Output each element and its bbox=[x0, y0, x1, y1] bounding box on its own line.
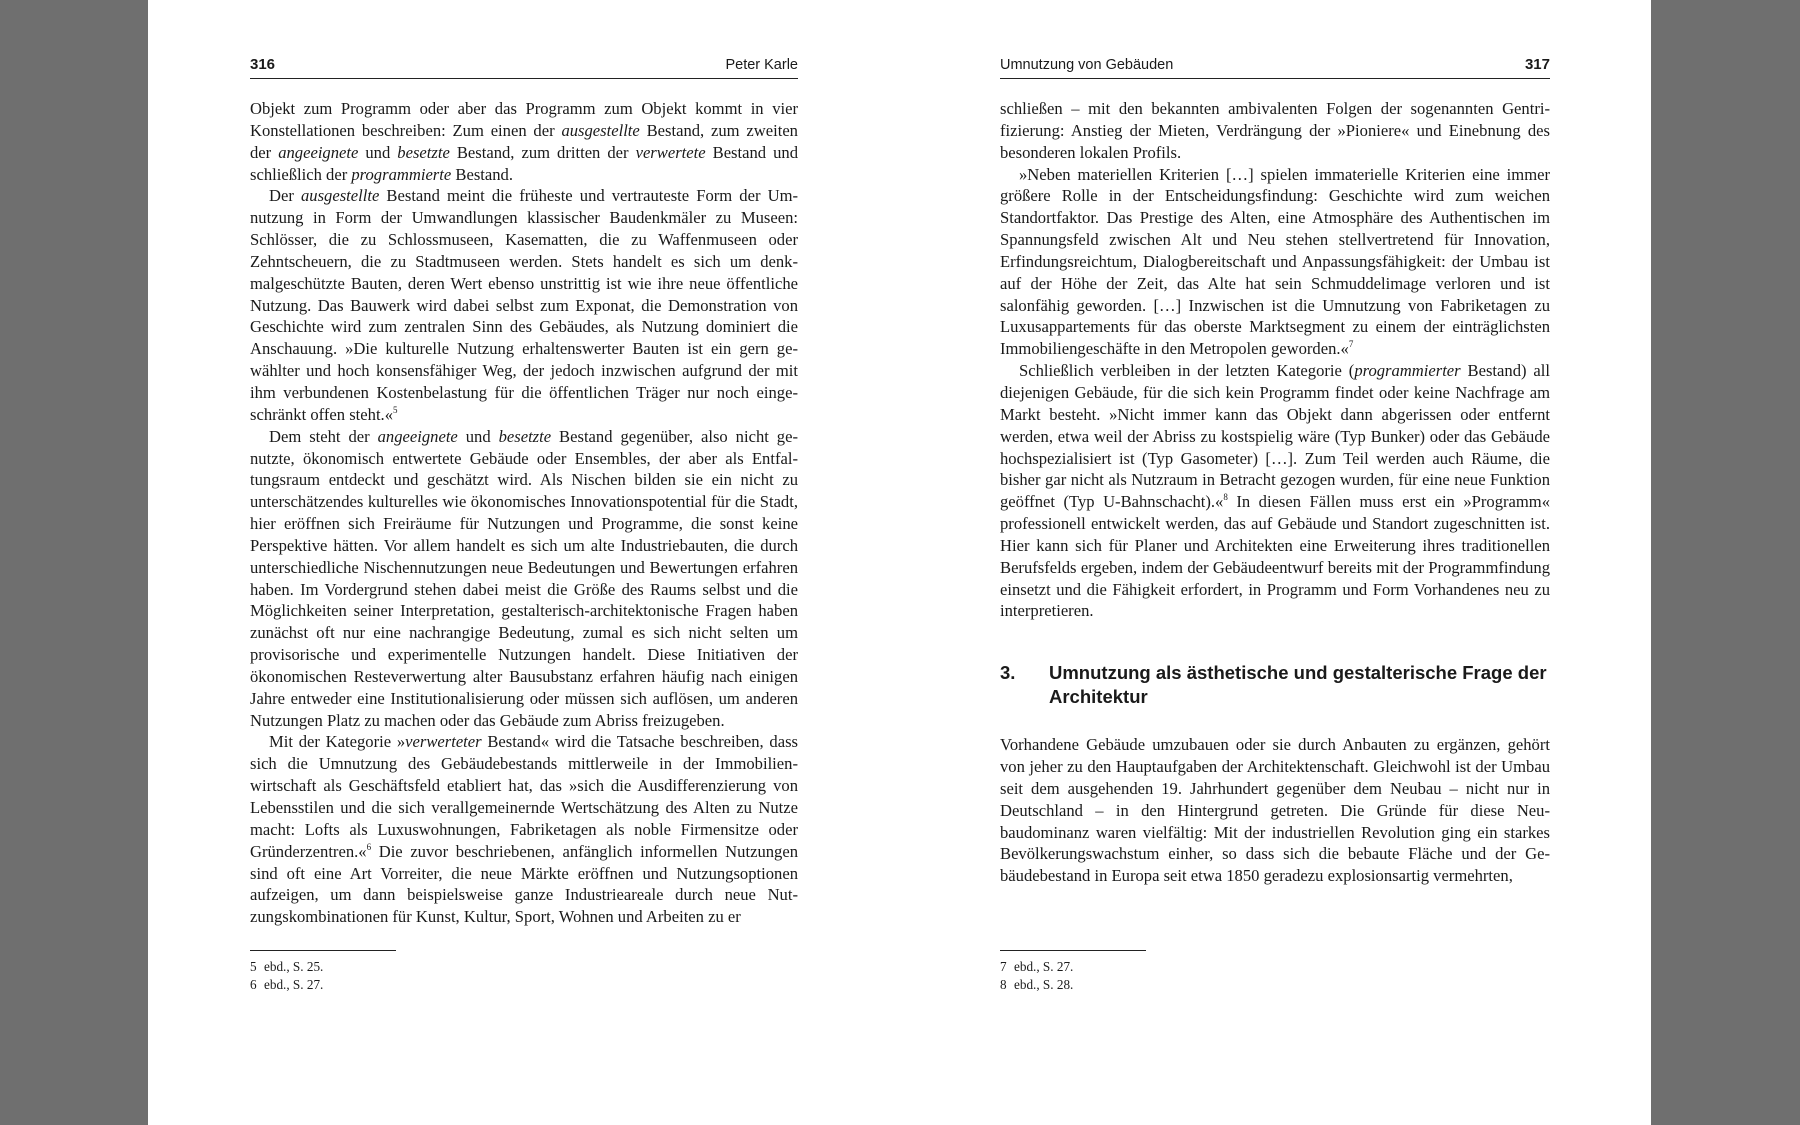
footnote-marker[interactable]: 7 bbox=[1348, 339, 1354, 350]
body-text-right bbox=[1000, 98, 1550, 887]
book-spread bbox=[148, 0, 1651, 1125]
footnote-marker[interactable]: 8 bbox=[1223, 492, 1228, 503]
footnote: 5 ebd., S. 25. bbox=[250, 959, 324, 974]
running-head-left bbox=[250, 56, 798, 79]
footnotes-right bbox=[1000, 958, 1073, 993]
paragraph: Der ausgestellte Bestand meint die früheste und vertrauteste Form der Umnutzung in Form der Umwandlungen klassischer Baudenkmäler zu Museen: Schlösser, die zu Schlossmuseen, Kasematten, die zu Waffenmuseen oder Zehntscheuern, die zu Stadtmuseen werden. Stets handelt es sich um denkmalgeschützte Bauten, deren Wert ebenso unstrittig ist wie ihre neue öffentliche Nutzung. Das Bauwerk wird dabei selbst zum Exponat, die Demonstration von Geschichte wird zum zentralen Sinn des Gebäudes, als Nutzung dominiert die Anschauung. »Die kulturelle Nutzung erhaltenswerter Bauten ist ein gern gewählter und hoch konsensfähiger Weg, der jedoch inzwischen aufgrund der mit ihm verbundenen Kostenbelastung für die öffentlichen Träger nur noch eingeschränkt offen steht.«$^5$ bbox=[250, 186, 799, 424]
page-number: 316 bbox=[250, 56, 276, 73]
footnote: 7 ebd., S. 27. bbox=[1000, 959, 1074, 974]
footnote: 8 ebd., S. 28. bbox=[1000, 976, 1074, 992]
footnote-marker[interactable]: 6 bbox=[366, 841, 372, 852]
right-page bbox=[900, 0, 1651, 1125]
footnote-divider bbox=[250, 950, 396, 951]
footnote-marker[interactable]: 5 bbox=[393, 404, 398, 415]
body-text-left bbox=[250, 98, 798, 928]
paragraph: Vorhandene Gebäude umzubauen oder sie durch Anbauten zu ergänzen, gehört von jeher zu den Hauptaufgaben der Architektenschaft. Gleichwohl ist der Umbau seit dem ausgehenden 19. Jahrhundert gegenüber dem Neubau – nicht nur in Deutschland – in den Hintergrund getreten. Die Gründe für diese Neubaudominanz waren vielfältig: Mit der industriellen Revolution ging ein starkes Bevölkerungswachstum einher, so dass sich die bebaute Fläche und der Gebäudebestand in Europa seit etwa 1850 geradezu explosionsartig vermehrten, bbox=[1000, 735, 1550, 886]
footnote: 6 ebd., S. 27. bbox=[250, 976, 324, 992]
running-title: Umnutzung von Gebäuden bbox=[1000, 57, 1174, 73]
running-title: Peter Karle bbox=[725, 57, 798, 73]
section-number: 3. bbox=[1000, 662, 1016, 684]
section-heading bbox=[1000, 661, 1550, 709]
footnotes-left bbox=[250, 958, 323, 993]
page-number: 317 bbox=[1524, 56, 1550, 73]
paragraph: schließen – mit den bekannten ambivalenten Folgen der sogenannten Gentrifizierung: Anstieg der Mieten, Verdrängung der »Pioniere« und Einebnung des besonderen lokalen Profils. bbox=[1000, 99, 1550, 162]
left-page bbox=[148, 0, 900, 1125]
paragraph: Schließlich verbleiben in der letzten Kategorie (programmierter Bestand) all diejenigen Gebäude, für die sich kein Programm findet oder keine Nachfrage am Markt besteht. »Nicht immer kann das Objekt dann abgerissen oder entfernt werden, etwa weil der Abriss zu kostspielig wäre (Typ Bunker) oder das Gebäude hochspezialisiert ist (Typ Gasometer) […]. Zum Teil werden auch Räume, die bisher gar nicht als Nutzraum in Betracht gezogen wurden, für eine neue Funktion geöffnet (Typ U-Bahnschacht).«$^8$ In diesen Fällen muss erst ein »Programm« professionell entwickelt werden, das auf Gebäude und Standort zugeschnitten ist. Hier kann sich für Planer und Architekten eine Erweiterung ihres traditionellen Berufsfelds ergeben, indem der Gebäudeentwurf bereits mit der Programmfindung einsetzt und die Fähigkeit erfordert, in Programm und Form Vorhandenes neu zu interpretieren. bbox=[1000, 361, 1551, 621]
paragraph: Dem steht der angeeignete und besetzte Bestand gegenüber, also nicht genutzte, ökonomisch entwertete Gebäude oder Ensembles, der aber als Entfaltungsraum entdeckt und geschätzt wird. Als Nischen bilden sie ein nicht zu unterschätzendes kulturelles wie ökonomisches Innovationspotential für die Stadt, hier eröffnen sich Freiräume für Nutzungen und Programme, die sonst keine Perspektive hätten. Vor allem handelt es sich um alte Industriebauten, die durch unterschiedliche Nischennutzungen neue Bedeutungen und Bewertungen erfahren haben. Im Vordergrund stehen dabei meist die Größe des Raums selbst und die Möglichkeiten seiner Interpretation, gestalterisch-architektonische Fragen haben zunächst oft nur eine nachrangige Bedeutung, zumal es sich nicht selten um provisorische und experimentelle Nutzungen handelt. Diese Initiativen der ökonomischen Resteverwertung alter Bausubstanz erfahren häufig nach einigen Jahre entweder eine Institutionalisierung oder müssen sich auflösen, um anderen Nutzungen Platz zu machen oder das Gebäude zum Abriss freizugeben. bbox=[250, 426, 798, 730]
footnote-divider bbox=[1000, 950, 1146, 951]
paragraph: Objekt zum Programm oder aber das Programm zum Objekt kommt in vier Konstellationen beschreiben: Zum einen der ausgestellte Bestand, zum zweiten der angeeignete und besetzte Bestand, zum dritten der verwertete Bestand und schließlich der programmierte Bestand. bbox=[250, 99, 798, 184]
section-title: Umnutzung als ästhetische und gestalterische Frage der Architektur bbox=[1049, 662, 1547, 708]
paragraph: Mit der Kategorie »verwerteter Bestand« wird die Tatsache beschreiben, dass sich die Umnutzung des Gebäudebestands mittlerweile in der Immobilienwirtschaft als Geschäftsfeld etabliert hat, das »sich die Ausdifferenzierung von Lebensstilen und die sich verallgemeinernde Wertschätzung des Alten zu Nutze macht: Lofts als Luxuswohnungen, Fabriketagen als noble Firmensitze oder Gründerzentren.«$^6$ Die zuvor beschriebenen, anfänglich informellen Nutzungen sind oft eine Art Vorreiter, die neue Märkte eröffnen und Nutzungsoptionen aufzeigen, um dann beispielsweise ganze Industrieareale durch neue Nutzungskombinationen für Kunst, Kultur, Sport, Wohnen und Arbeiten zu er bbox=[250, 732, 799, 927]
block-quote: »Neben materiellen Kriterien […] spielen immaterielle Kriterien eine immer größere Rolle in der Entscheidungsfindung: Geschichte wird zum weichen Standortfaktor. Das Prestige des Alten, eine Atmosphäre des Authentischen im Spannungsfeld zwischen Alt und Neu stehen stellvertretend für Innovation, Erfindungsreichtum, Dialogbereitschaft und Anpassungsfähigkeit: der Umbau ist auf der Höhe der Zeit, das Alte hat sein Schmuddelimage verloren und ist salonfähig geworden. […] Inzwischen ist die Umnutzung von Fabriketagen zu Luxusappartements für das oberste Marktsegment zu einem der einträglichsten Immobiliengeschäfte in den Metropolen geworden.«$^7$ bbox=[1000, 164, 1550, 359]
running-head-right bbox=[1000, 56, 1550, 79]
